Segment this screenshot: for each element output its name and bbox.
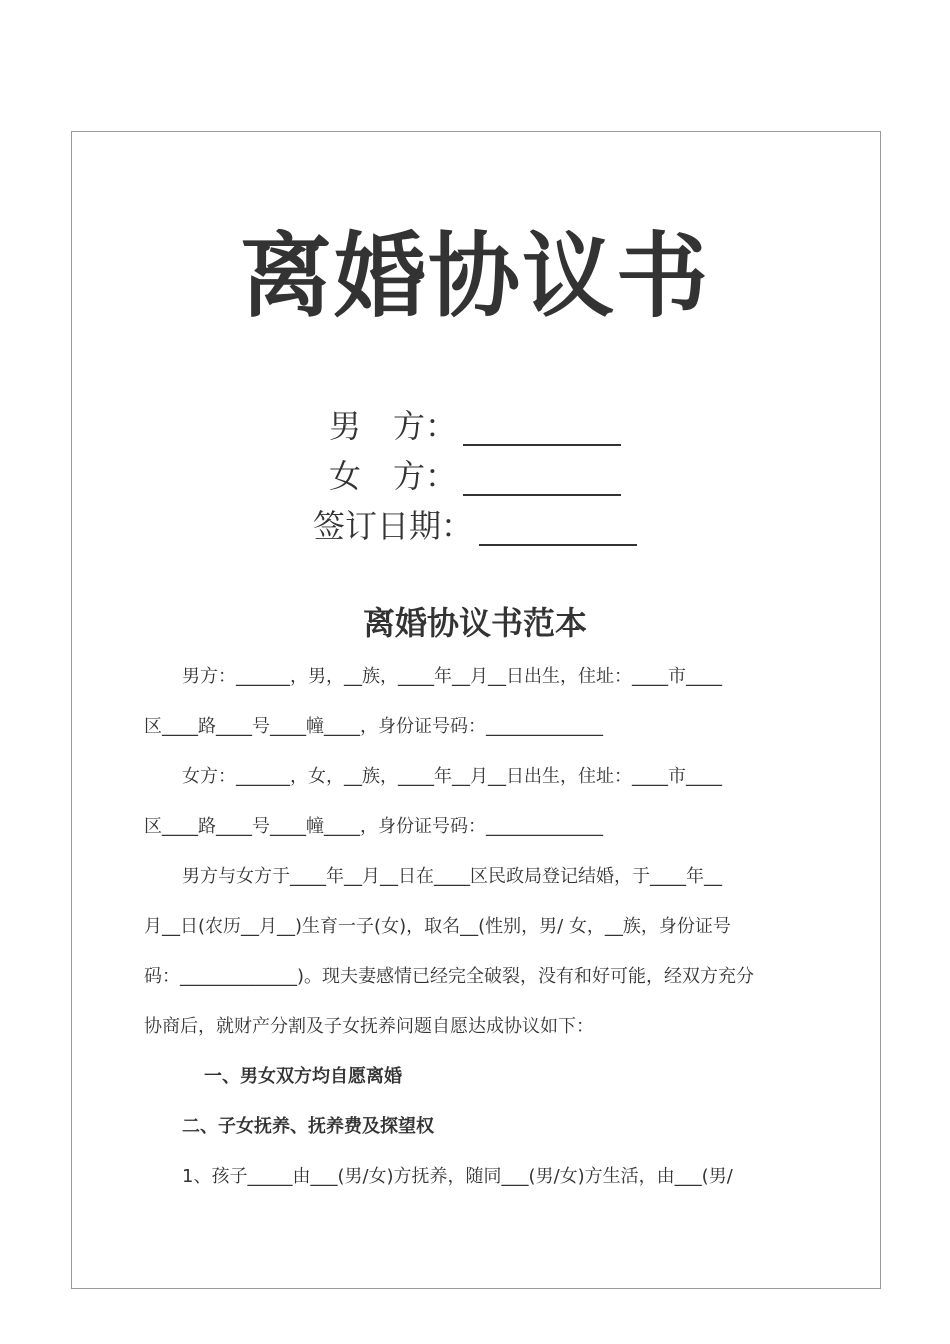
paragraph-line: 女方：______，女，__族，____年__月__日出生，住址：____市____ — [182, 766, 722, 787]
paragraph-line: 协商后，就财产分割及子女抚养问题自愿达成协议如下： — [144, 1016, 594, 1037]
paragraph-line: 月__日(农历__月__)生育一子(女)，取名__(性别，男/ 女，__族，身份证号 — [144, 916, 731, 937]
field-date-label: 签订日期： — [312, 507, 473, 545]
section-heading: 一、男女双方均自愿离婚 — [204, 1066, 402, 1087]
paragraph-line: 区____路____号____幢____，身份证号码：_____________ — [144, 716, 603, 737]
field-female-blank[interactable] — [463, 464, 621, 496]
field-date-blank[interactable] — [479, 514, 637, 546]
section-title: 离婚协议书范本 — [362, 604, 587, 642]
field-female — [0, 456, 950, 496]
field-date — [0, 506, 950, 546]
field-male-label: 男 方： — [328, 407, 457, 445]
paragraph-line: 男方：______，男，__族，____年__月__日出生，住址：____市____ — [182, 666, 722, 687]
field-female-label: 女 方： — [328, 457, 457, 495]
agreement-body — [144, 652, 808, 1202]
paragraph-line: 区____路____号____幢____，身份证号码：_____________ — [144, 816, 603, 837]
section-heading: 二、子女抚养、抚养费及探望权 — [182, 1116, 434, 1137]
paragraph-line: 1、孩子_____由___(男/女)方抚养，随同___(男/女)方生活，由___(男/ — [182, 1166, 733, 1187]
field-male — [0, 406, 950, 446]
field-male-blank[interactable] — [463, 414, 621, 446]
paragraph-line: 码：_____________)。现夫妻感情已经完全破裂，没有和好可能，经双方充分 — [144, 966, 755, 987]
paragraph-line: 男方与女方于____年__月__日在____区民政局登记结婚，于____年__ — [182, 866, 722, 887]
cover-title: 离婚协议书 — [239, 223, 710, 330]
